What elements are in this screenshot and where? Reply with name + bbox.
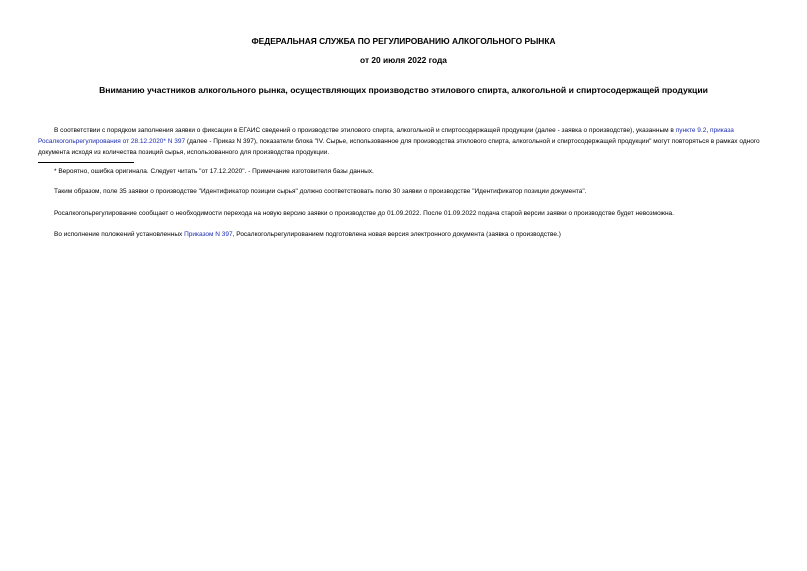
link-order-397-ref[interactable]: Приказом N 397	[184, 231, 233, 238]
paragraph-new-version	[38, 229, 770, 240]
paragraph-text: В соответствии с порядком заполнения заявки о фиксации в ЕГАИС сведений о производстве этилового спирта, алкогольной и спиртосодержащей продукции (далее - заявка о производстве), указанным в	[54, 127, 676, 134]
organization-title: ФЕДЕРАЛЬНАЯ СЛУЖБА ПО РЕГУЛИРОВАНИЮ АЛКОГОЛЬНОГО РЫНКА	[251, 36, 556, 46]
document-date: от 20 июля 2022 года	[360, 55, 447, 65]
link-clause-9-2[interactable]: пункте 9.2	[675, 127, 707, 134]
paragraph-procedure	[38, 125, 770, 159]
paragraph-text: ,	[706, 127, 710, 134]
document-subject: Вниманию участников алкогольного рынка, осуществляющих производство этилового спирта, алкогольной и спиртосодержащей продукции	[99, 85, 708, 95]
paragraph-text: Во исполнение положений установленных	[54, 231, 185, 238]
footnote-divider	[38, 162, 134, 163]
paragraph-field-mapping: Таким образом, поле 35 заявки о производстве "Идентификатор позиции сырья" должно соответствовать полю 30 заявки о производстве "Идентификатор позиции документа".	[54, 188, 587, 195]
link-order-397[interactable]: приказа Росалкогольрегулирования от 28.12.2020* N 397	[38, 127, 734, 146]
footnote: * Вероятно, ошибка оригинала. Следует читать "от 17.12.2020". - Примечание изготовителя базы данных.	[54, 168, 374, 175]
paragraph-text: (далее - Приказ N 397), показатели блока "IV. Сырье, использованное для производства этилового спирта, алкогольной и спиртосодержащей продукции" могут повторяться в рамках одного документа исходя из количества позиций сырья, использованного для производства продукции.	[38, 138, 760, 157]
paragraph-text: , Росалкогольрегулированием подготовлена новая версия электронного документа (заявка о производстве.)	[232, 231, 561, 238]
paragraph-transition-deadline: Росалкогольрегулирование сообщает о необходимости перехода на новую версию заявки о производстве до 01.09.2022. После 01.09.2022 подача старой версии заявки о производстве будет невозможна.	[54, 210, 674, 217]
